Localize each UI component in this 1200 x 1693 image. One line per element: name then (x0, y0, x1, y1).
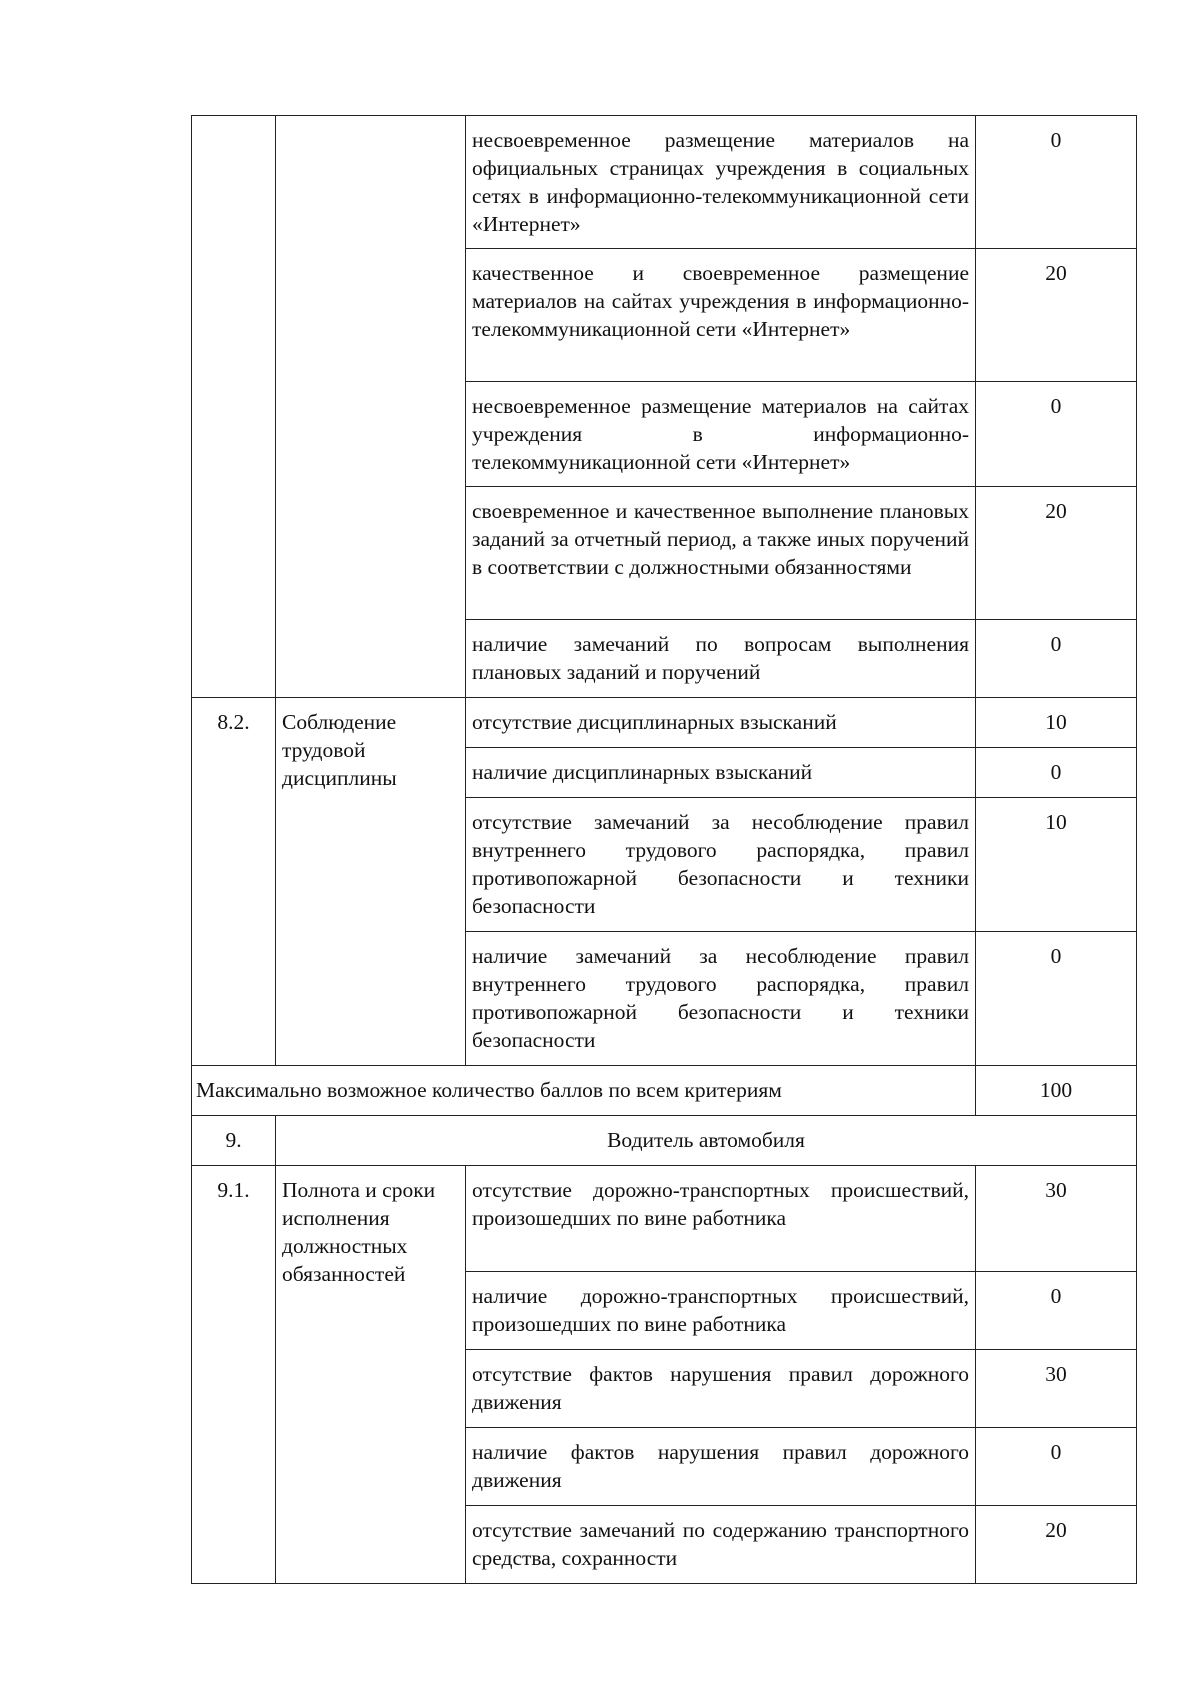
indicator-text: несвоевременное размещение материалов на сайтах учреждения в информационно-телекоммуникационной сети «Интернет» (466, 382, 976, 487)
score-value: 0 (976, 1428, 1137, 1506)
max-score-value: 100 (976, 1066, 1137, 1116)
criterion-name: Полнота и сроки исполнения должностных обязанностей (276, 1166, 466, 1584)
table-row (192, 1066, 1137, 1116)
score-value: 0 (976, 620, 1137, 698)
criterion-name: Соблюдение трудовой дисциплины (276, 698, 466, 1066)
indicator-text: отсутствие дисциплинарных взысканий (466, 698, 976, 748)
indicator-text: наличие дорожно-транспортных происшествий, произошедших по вине работника (466, 1272, 976, 1350)
criteria-table (191, 115, 1137, 1584)
empty-criterion-cell (276, 116, 466, 698)
indicator-text: наличие дисциплинарных взысканий (466, 748, 976, 798)
score-value: 0 (976, 1272, 1137, 1350)
score-value: 0 (976, 382, 1137, 487)
indicator-text: отсутствие замечаний за несоблюдение правил внутреннего трудового распорядка, правил противопожарной безопасности и техники безопасности (466, 798, 976, 932)
indicator-text: несвоевременное размещение материалов на официальных страницах учреждения в социальных сетях в информационно-телекоммуникационной сети «Интернет» (466, 116, 976, 249)
table-row (192, 1166, 1137, 1272)
section-title: Водитель автомобиля (276, 1116, 1137, 1166)
score-value: 0 (976, 116, 1137, 249)
indicator-text: наличие замечаний по вопросам выполнения плановых заданий и поручений (466, 620, 976, 698)
score-value: 10 (976, 798, 1137, 932)
score-value: 0 (976, 932, 1137, 1066)
score-value: 10 (976, 698, 1137, 748)
table-row (192, 116, 1137, 249)
criterion-number: 8.2. (192, 698, 276, 1066)
indicator-text: своевременное и качественное выполнение плановых заданий за отчетный период, а также иных поручений в соответствии с должностными обязанностями (466, 487, 976, 620)
score-value: 20 (976, 249, 1137, 382)
section-header-row (192, 1116, 1137, 1166)
score-value: 20 (976, 1506, 1137, 1584)
empty-number-cell (192, 116, 276, 698)
indicator-text: отсутствие замечаний по содержанию транспортного средства, сохранности (466, 1506, 976, 1584)
max-score-label: Максимально возможное количество баллов по всем критериям (192, 1066, 976, 1116)
indicator-text: отсутствие дорожно-транспортных происшествий, произошедших по вине работника (466, 1166, 976, 1272)
score-value: 0 (976, 748, 1137, 798)
indicator-text: наличие фактов нарушения правил дорожного движения (466, 1428, 976, 1506)
score-value: 20 (976, 487, 1137, 620)
indicator-text: наличие замечаний за несоблюдение правил внутреннего трудового распорядка, правил противопожарной безопасности и техники безопасности (466, 932, 976, 1066)
criterion-number: 9.1. (192, 1166, 276, 1584)
indicator-text: отсутствие фактов нарушения правил дорожного движения (466, 1350, 976, 1428)
section-number: 9. (192, 1116, 276, 1166)
table-row (192, 698, 1137, 748)
indicator-text: качественное и своевременное размещение материалов на сайтах учреждения в информационно-телекоммуникационной сети «Интернет» (466, 249, 976, 382)
score-value: 30 (976, 1350, 1137, 1428)
score-value: 30 (976, 1166, 1137, 1272)
